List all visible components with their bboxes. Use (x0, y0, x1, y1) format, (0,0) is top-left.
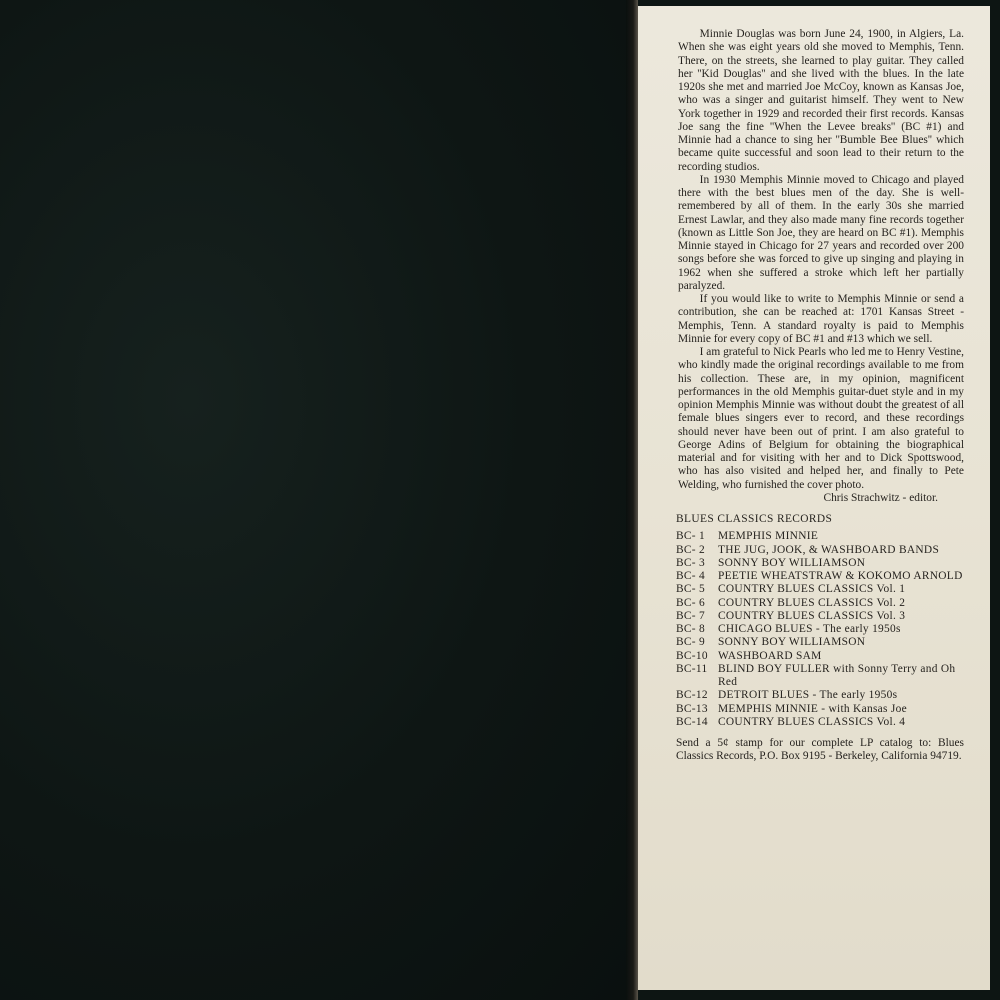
catalog-item (678, 650, 964, 663)
catalog-code: BC- 1 (676, 530, 706, 543)
catalog-item (678, 557, 964, 570)
catalog-code: BC- 9 (676, 636, 706, 649)
catalog-name: SONNY BOY WILLIAMSON (718, 636, 866, 649)
liner-notes-body (678, 28, 964, 505)
catalog-code: BC-11 (676, 662, 708, 675)
catalog-code: BC- 8 (676, 623, 706, 635)
catalog-item (678, 663, 964, 690)
catalog-item (678, 570, 964, 583)
catalog-name: PEETIE WHEATSTRAW & KOKOMO ARNOLD (718, 570, 963, 582)
liner-paragraph-4: I am grateful to Nick Pearls who led me to Henry Vestine, who kindly made the original recordings available to me from his collection. These are, in my opinion, magnificent performances in the old Memphis guitar-duet style and in my opinion Memphis Minnie was without doubt the greatest of all female blues singers ever to record, and these recordings should never have been out of print. I am also grateful to George Adins of Belgium for obtaining the biographical material and for visiting with her and to Dick Spottswood, who has also visited and helped her, and finally to Pete Welding, who furnished the cover photo. (678, 346, 964, 491)
catalog-code: BC-13 (676, 702, 708, 715)
catalog-code: BC- 3 (676, 556, 706, 569)
liner-paragraph-3: If you would like to write to Memphis Minnie or send a contribution, she can be reached at: 1701 Kansas Street - Memphis, Tenn. A standard royalty is paid to Memphis Minnie for every copy of BC #1 and #13 which we sell. (678, 293, 964, 345)
catalog-name: COUNTRY BLUES CLASSICS Vol. 4 (718, 715, 906, 728)
catalog-name: SONNY BOY WILLIAMSON (718, 556, 866, 569)
catalog-code: BC-10 (676, 649, 708, 662)
catalog-item (678, 716, 964, 729)
catalog-code: BC- 5 (676, 583, 706, 596)
catalog-name: COUNTRY BLUES CLASSICS Vol. 3 (718, 609, 906, 622)
liner-notes-panel (638, 6, 990, 990)
catalog-name: COUNTRY BLUES CLASSICS Vol. 2 (718, 596, 906, 609)
catalog-item (678, 583, 964, 596)
catalog-item (678, 610, 964, 623)
catalog-item (678, 544, 964, 557)
catalog-name: WASHBOARD SAM (718, 649, 822, 662)
catalog-item (678, 689, 964, 702)
catalog-item (678, 530, 964, 543)
catalog-title: BLUES CLASSICS RECORDS (676, 513, 833, 525)
spine-shadow (626, 0, 638, 1000)
catalog-item (678, 597, 964, 610)
catalog-item (678, 703, 964, 716)
catalog-code: BC-14 (676, 715, 708, 728)
editor-signature: Chris Strachwitz - editor. (823, 491, 938, 504)
catalog-code: BC- 4 (676, 570, 706, 582)
catalog-order-note: Send a 5¢ stamp for our complete LP catalog to: Blues Classics Records, P.O. Box 9195 - Berkeley, California 94719. (676, 737, 964, 763)
catalog-name: DETROIT BLUES - The early 1950s (718, 689, 898, 702)
catalog-name: CHICAGO BLUES - The early 1950s (718, 623, 901, 635)
catalog-code: BC-12 (676, 689, 708, 702)
catalog-name: COUNTRY BLUES CLASSICS Vol. 1 (718, 583, 906, 596)
catalog-name: THE JUG, JOOK, & WASHBOARD BANDS (718, 543, 940, 556)
catalog-item (678, 623, 964, 636)
catalog-code: BC- 7 (676, 609, 706, 622)
catalog-code: BC- 2 (676, 543, 706, 556)
catalog-item (678, 636, 964, 649)
catalog-code: BC- 6 (676, 596, 706, 609)
liner-paragraph-2: In 1930 Memphis Minnie moved to Chicago and played there with the best blues men of the day. She is well-remembered by all of them. In the early 30s she married Ernest Lawlar, and they also made many fine records together (known as Little Son Joe, they are heard on BC #1). Memphis Minnie stayed in Chicago for 27 years and recorded over 200 songs before she was forced to give up singing and playing in 1962 when she suffered a stroke which left her partially paralyzed. (678, 173, 964, 292)
liner-paragraph-1: Minnie Douglas was born June 24, 1900, in Algiers, La. When she was eight years old she moved to Memphis, Tenn. There, on the streets, she learned to play guitar. They called her ''Kid Douglas'' and she lived with the blues. In the late 1920s she met and married Joe McCoy, known as Kansas Joe, who was a singer and guitarist himself. They went to New York together in 1929 and recorded their first records. Kansas Joe sang the fine ''When the Levee breaks'' (BC #1) and Minnie had a chance to sing her ''Bumble Bee Blues'' which became quite successful and soon lead to their return to the recording studios. (678, 28, 964, 173)
catalog-name: BLIND BOY FULLER with Sonny Terry and Oh Red (718, 662, 956, 688)
catalog-name: MEMPHIS MINNIE - with Kansas Joe (718, 702, 907, 715)
catalog-list (678, 530, 964, 729)
catalog-name: MEMPHIS MINNIE (718, 530, 819, 543)
